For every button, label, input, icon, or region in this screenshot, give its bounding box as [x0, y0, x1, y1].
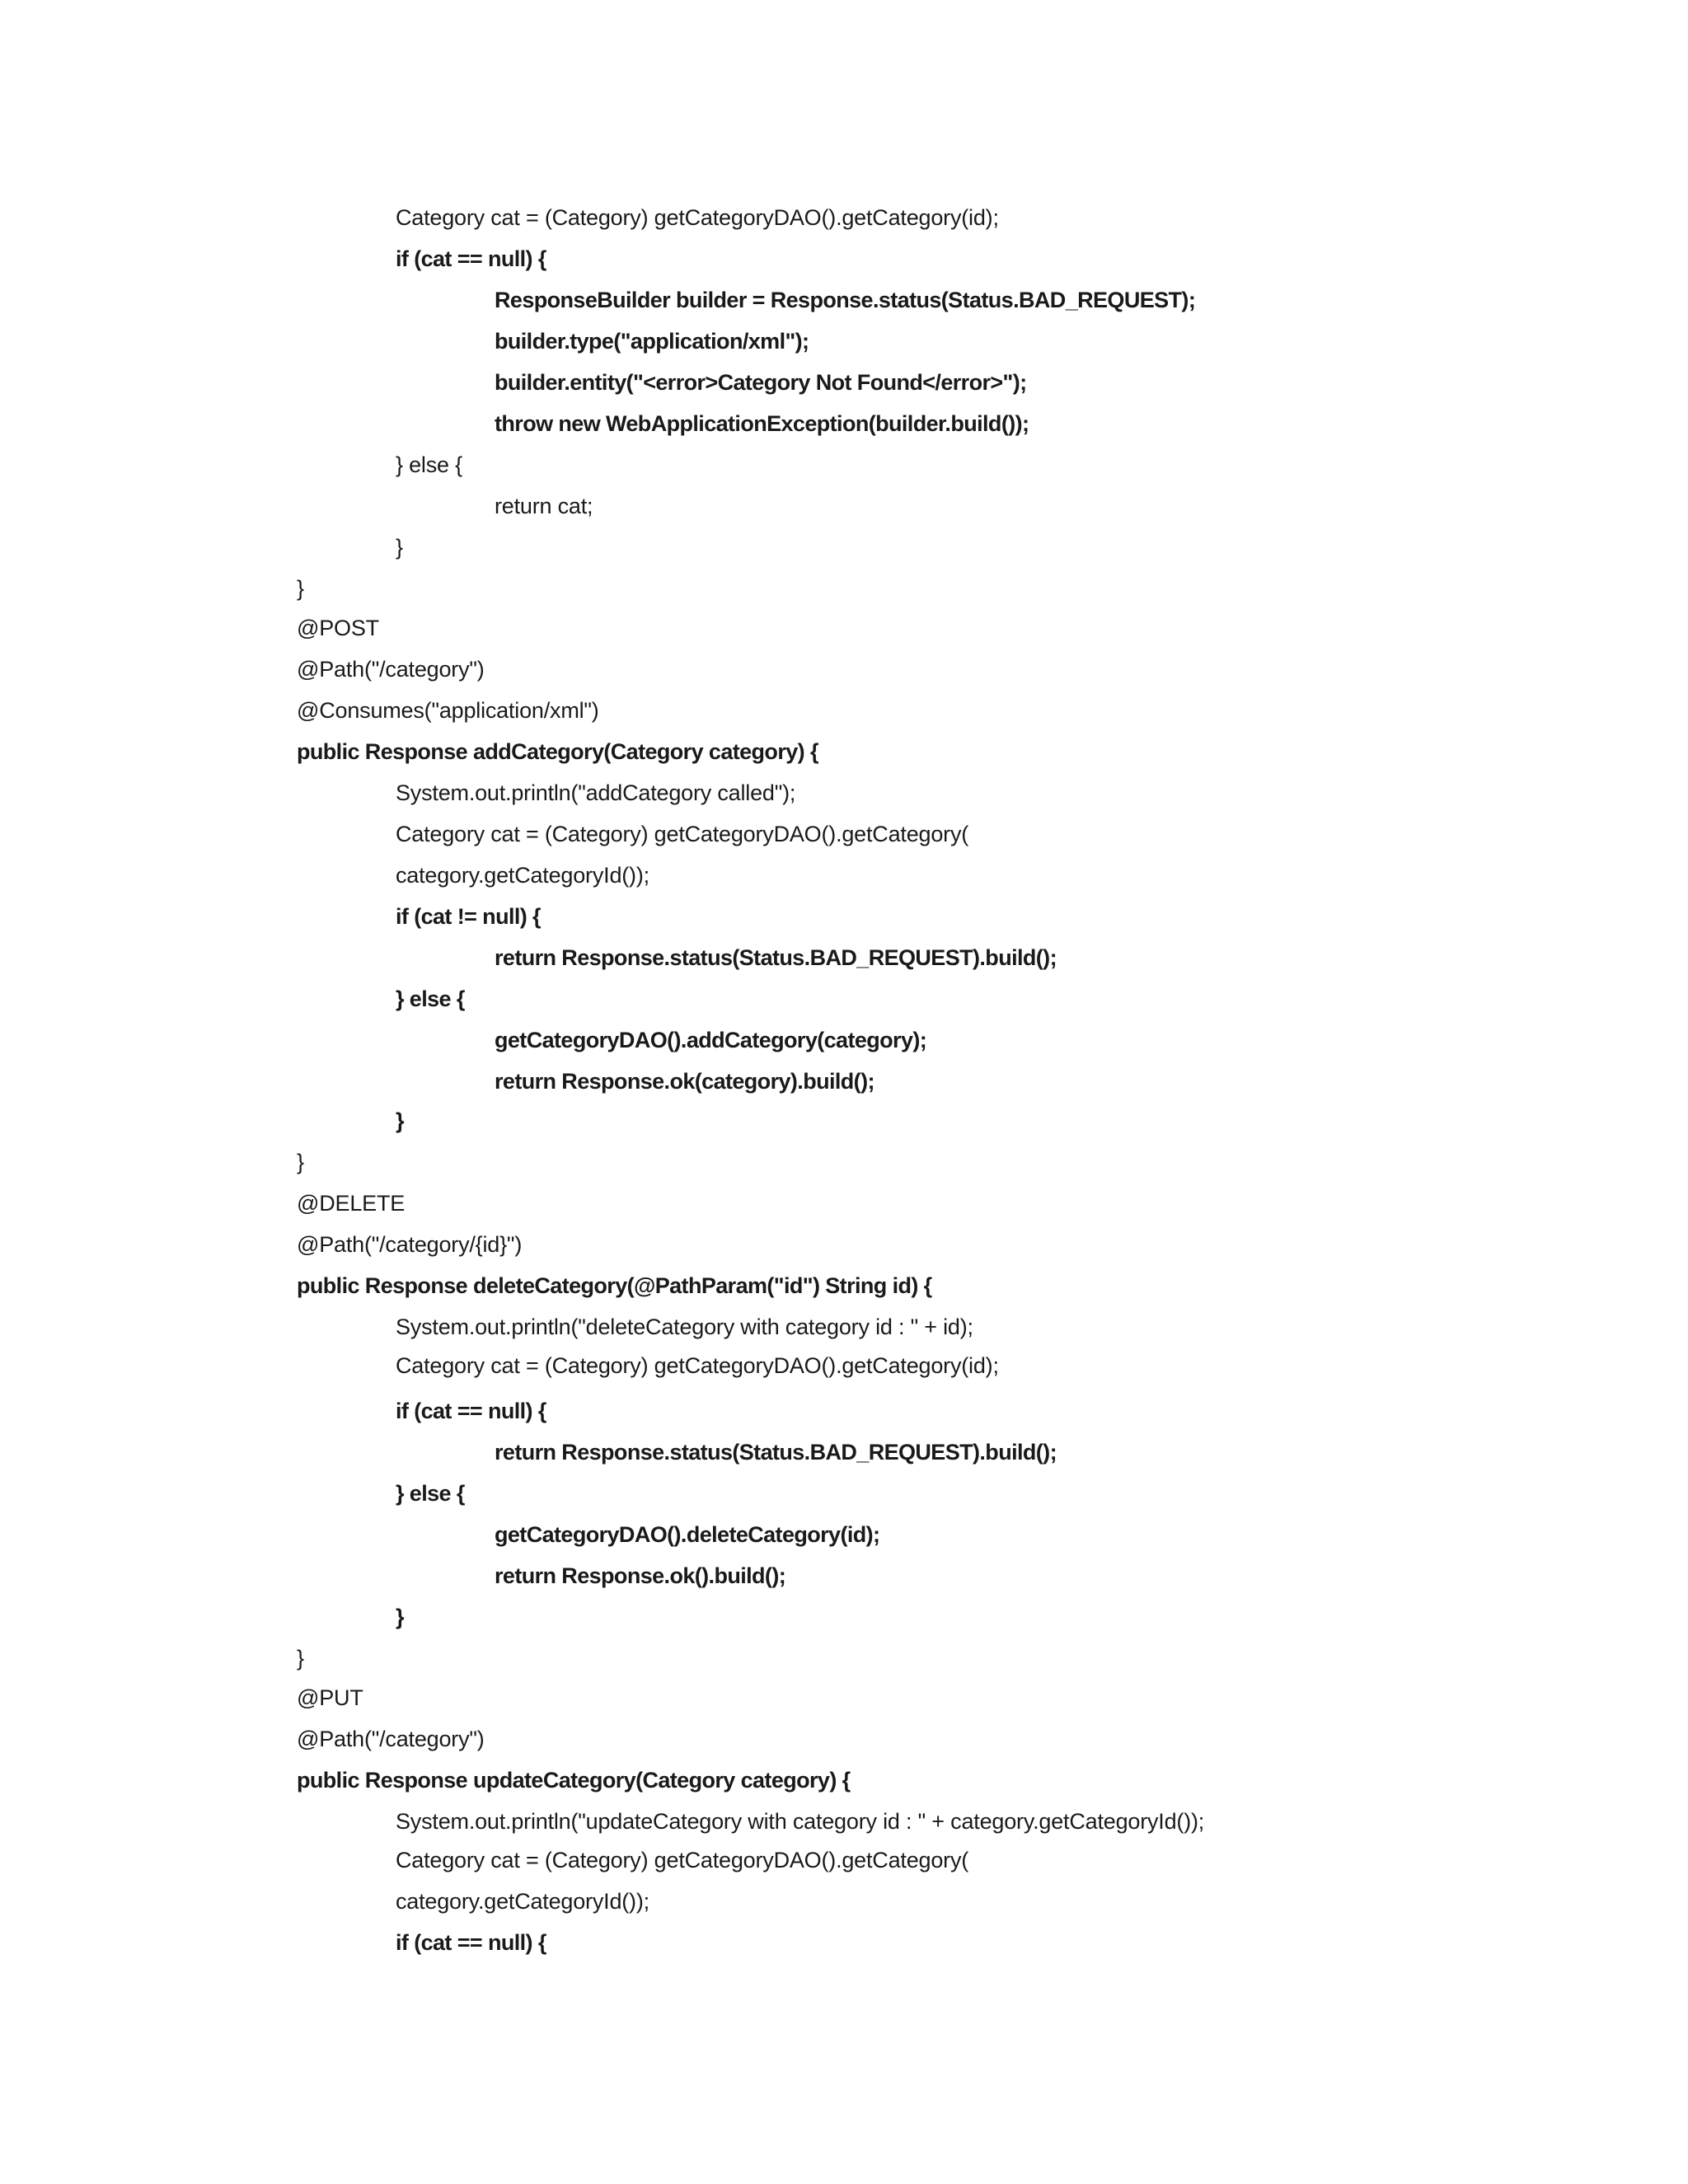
code-line: throw new WebApplicationException(builder.build()); [495, 411, 1029, 436]
code-line: System.out.println("deleteCategory with category id : " + id); [396, 1315, 973, 1339]
code-line: } [396, 1108, 404, 1133]
code-line: public Response addCategory(Category category) { [297, 739, 818, 764]
code-line: if (cat == null) { [396, 1399, 546, 1423]
code-line: @DELETE [297, 1191, 406, 1216]
code-line: return Response.status(Status.BAD_REQUEST).build(); [495, 945, 1057, 970]
code-line: } [396, 535, 403, 560]
code-line: @Consumes("application/xml") [297, 698, 599, 723]
code-line: } else { [396, 987, 465, 1011]
code-line: builder.type("application/xml"); [495, 329, 809, 354]
code-line: category.getCategoryId()); [396, 863, 649, 888]
code-line: @Path("/category") [297, 1727, 485, 1751]
code-line: Category cat = (Category) getCategoryDAO().getCategory( [396, 1848, 969, 1872]
code-line: } [297, 1646, 304, 1671]
code-line: builder.entity("<error>Category Not Found</error>"); [495, 370, 1027, 395]
code-line: } [297, 576, 304, 601]
code-line: @Path("/category/{id}") [297, 1232, 523, 1257]
code-line: Category cat = (Category) getCategoryDAO().getCategory(id); [396, 1353, 999, 1378]
code-line: category.getCategoryId()); [396, 1889, 649, 1914]
code-line: } else { [396, 452, 462, 477]
code-line: return Response.status(Status.BAD_REQUEST).build(); [495, 1440, 1057, 1465]
code-line: @POST [297, 616, 379, 640]
code-line: } [396, 1605, 404, 1629]
code-line: @Path("/category") [297, 657, 485, 682]
code-line: } [297, 1150, 304, 1174]
code-line: if (cat != null) { [396, 904, 541, 929]
code-line: return Response.ok().build(); [495, 1563, 786, 1588]
code-line: } else { [396, 1481, 465, 1506]
code-line: System.out.println("addCategory called"); [396, 780, 796, 805]
code-line: return Response.ok(category).build(); [495, 1069, 874, 1094]
code-line: @PUT [297, 1685, 363, 1710]
code-line: System.out.println("updateCategory with category id : " + category.getCategoryId()); [396, 1809, 1205, 1834]
code-line: Category cat = (Category) getCategoryDAO().getCategory(id); [396, 205, 999, 230]
code-line: public Response updateCategory(Category category) { [297, 1768, 851, 1793]
code-line: return cat; [495, 494, 593, 518]
code-line: getCategoryDAO().addCategory(category); [495, 1028, 927, 1052]
code-line: if (cat == null) { [396, 1930, 546, 1955]
code-line: public Response deleteCategory(@PathParam("id") String id) { [297, 1273, 932, 1298]
code-line: ResponseBuilder builder = Response.status(Status.BAD_REQUEST); [495, 288, 1196, 312]
code-line: if (cat == null) { [396, 246, 546, 271]
code-line: Category cat = (Category) getCategoryDAO().getCategory( [396, 822, 969, 846]
code-line: getCategoryDAO().deleteCategory(id); [495, 1522, 880, 1547]
